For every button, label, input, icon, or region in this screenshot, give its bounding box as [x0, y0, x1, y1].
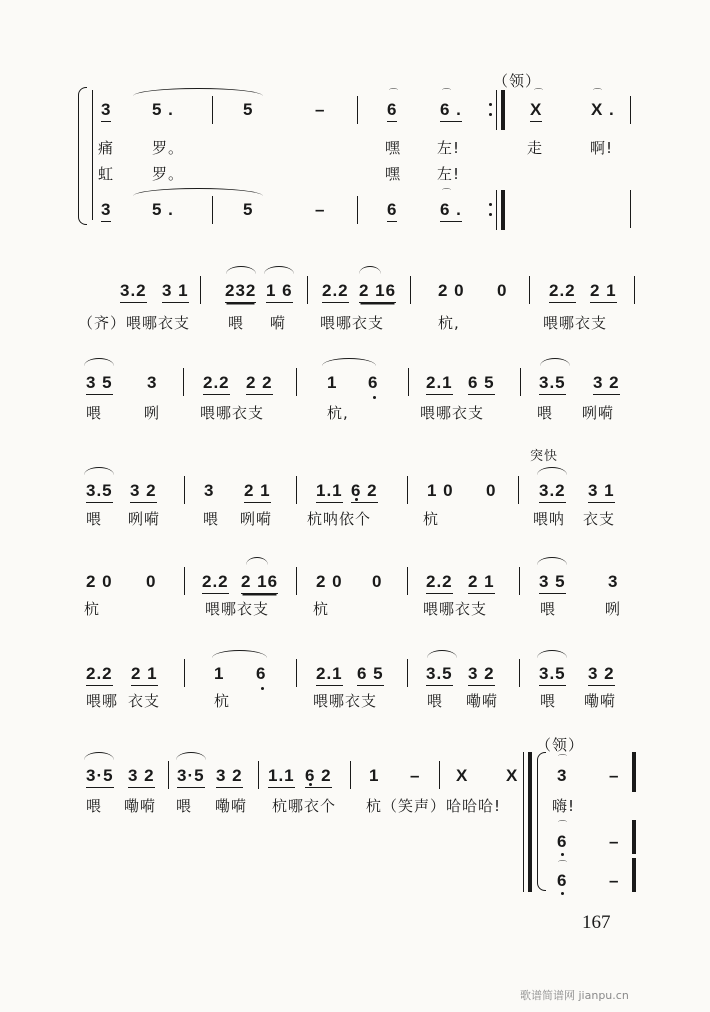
lyric: 嘞嗬: [466, 692, 499, 710]
note: X: [530, 100, 542, 122]
note: 6: [557, 832, 568, 851]
slur: [537, 467, 567, 475]
lyric: 嘞嗬: [215, 797, 248, 815]
lyric: 杭: [214, 692, 231, 710]
note: 3.5: [426, 664, 453, 686]
note: 3: [101, 100, 111, 122]
low-octave-dot: [373, 396, 376, 399]
note: 5 .: [152, 100, 174, 119]
note: 2 0: [438, 281, 465, 300]
note: 2.1: [426, 373, 453, 395]
note: 3 2: [128, 766, 155, 788]
lyric: 喂: [203, 510, 220, 528]
note: 2 0: [86, 572, 113, 591]
note: 0: [497, 281, 508, 300]
low-octave-dot: [561, 892, 564, 895]
note: 2 16: [359, 281, 396, 303]
note: X: [506, 766, 519, 785]
fermata-icon: ⌒: [558, 821, 568, 831]
note: 3.2: [120, 281, 147, 303]
lyric: 罗。: [152, 139, 185, 157]
note: 3: [204, 481, 215, 500]
lyric: 喂: [176, 797, 193, 815]
barline: [496, 190, 497, 230]
note: 3: [557, 766, 568, 785]
system-bracket: [537, 752, 546, 853]
slur: [322, 358, 376, 366]
lyric: 喂哪衣支: [313, 692, 378, 710]
barline: [258, 761, 259, 789]
system-bracket-bottom: [78, 199, 87, 225]
note: 6 2: [351, 481, 378, 503]
barline: [307, 276, 308, 304]
lyric: 嘿: [385, 139, 402, 157]
note: X: [456, 766, 469, 785]
lyric: 左!: [437, 165, 461, 183]
note: –: [410, 766, 421, 785]
note: 5 .: [152, 200, 174, 219]
slur: [537, 650, 567, 658]
note: 2.2: [203, 373, 230, 395]
double-barline: [501, 190, 505, 230]
fermata-icon: ⌒: [442, 189, 452, 199]
barline: [183, 368, 184, 396]
lyric: 嘞嗬: [584, 692, 617, 710]
lyric: 喂哪衣支: [205, 600, 270, 618]
system-bracket-bottom: [537, 852, 546, 891]
slur: [359, 266, 381, 274]
note: 1: [369, 766, 380, 785]
lyric: 嘿: [385, 165, 402, 183]
slur: [133, 188, 263, 196]
note: 6: [387, 200, 397, 222]
note: 3.5: [539, 373, 566, 395]
barline: [407, 567, 408, 595]
note: 3 2: [216, 766, 243, 788]
lyric: （齐）喂哪衣支: [78, 314, 191, 332]
lyric: 嗨!: [552, 797, 576, 815]
low-octave-dot: [261, 687, 264, 690]
lyric: 喂呐: [533, 510, 566, 528]
repeat-dot: [489, 113, 492, 116]
note: 5: [243, 100, 254, 119]
final-barline: [632, 858, 636, 892]
lyric: 嘞嗬: [124, 797, 157, 815]
slur: [226, 266, 256, 274]
note: 6 5: [357, 664, 384, 686]
barline: [439, 761, 440, 789]
system-bracket: [78, 87, 87, 200]
note: 6: [557, 871, 568, 890]
double-barline: [501, 90, 505, 130]
barline: [357, 96, 358, 124]
repeat-dot: [489, 203, 492, 206]
note: 0: [486, 481, 497, 500]
lyric: 杭: [84, 600, 101, 618]
note: 2.2: [322, 281, 349, 303]
lyric: 咧嗬: [128, 510, 161, 528]
barline: [350, 761, 351, 789]
note: 3 2: [130, 481, 157, 503]
repeat-dot: [489, 103, 492, 106]
note: 0: [372, 572, 383, 591]
barline: [296, 567, 297, 595]
note: 0: [146, 572, 157, 591]
barline: [296, 659, 297, 687]
lyric: 杭,: [438, 314, 460, 332]
barline: [184, 476, 185, 504]
barline: [630, 190, 631, 228]
note: 3 2: [468, 664, 495, 686]
note: –: [315, 200, 326, 219]
barline: [519, 567, 520, 595]
slur: [84, 752, 114, 760]
lyric: 喂: [228, 314, 245, 332]
note: 2 16: [241, 572, 278, 594]
low-octave-dot: [561, 853, 564, 856]
note: 2.2: [86, 664, 113, 686]
note: 2.2: [426, 572, 453, 594]
lyric: 杭: [423, 510, 440, 528]
lyric: 咧嗬: [582, 404, 615, 422]
slur: [133, 88, 263, 96]
watermark: 歌谱简谱网 jianpu.cn: [520, 989, 629, 1002]
note: 5: [243, 200, 254, 219]
lyric: 啊!: [590, 139, 614, 157]
note: 1 0: [427, 481, 454, 500]
lyric: 喂: [540, 692, 557, 710]
lyric: 喂: [540, 600, 557, 618]
barline: [407, 476, 408, 504]
barline: [408, 368, 409, 396]
lyric: 杭: [313, 600, 330, 618]
note: 3 2: [588, 664, 615, 686]
lyric: 喂哪衣支: [420, 404, 485, 422]
lyric: 杭（笑声）哈哈哈!: [366, 797, 502, 815]
note: 2 1: [590, 281, 617, 303]
note: 6 .: [440, 200, 462, 222]
barline: [212, 96, 213, 124]
note: 6: [368, 373, 379, 392]
slur: [246, 557, 268, 565]
note: 3·5: [86, 766, 114, 788]
lyric: 杭哪衣个: [272, 797, 337, 815]
page-number: 167: [582, 912, 611, 933]
note: X .: [591, 100, 615, 119]
barline: [92, 90, 93, 220]
note: 6 .: [440, 100, 462, 122]
slur: [427, 650, 457, 658]
slur: [212, 650, 267, 658]
lyric: 喂: [86, 404, 103, 422]
note: 2.1: [316, 664, 343, 686]
barline: [296, 368, 297, 396]
barline: [630, 96, 631, 124]
lyric: 咧: [605, 600, 622, 618]
note: 2 0: [316, 572, 343, 591]
note: 1.1: [316, 481, 343, 503]
barline: [634, 276, 635, 304]
lyric: 杭,: [327, 404, 349, 422]
lead-label: （领）: [493, 72, 542, 90]
note: 2 1: [468, 572, 495, 594]
note: 2.2: [202, 572, 229, 594]
fermata-icon: ⌒: [389, 89, 399, 99]
double-barline: [528, 752, 532, 892]
slur: [540, 358, 570, 366]
barline: [523, 752, 524, 892]
note: 2.2: [549, 281, 576, 303]
note: 6 5: [468, 373, 495, 395]
note: –: [609, 832, 620, 851]
note: 1.1: [268, 766, 295, 788]
lyric: 咧嗬: [240, 510, 273, 528]
barline: [212, 196, 213, 224]
barline: [357, 196, 358, 224]
barline: [518, 476, 519, 504]
lyric: 喂: [537, 404, 554, 422]
lyric: 罗。: [152, 165, 185, 183]
note: 3: [101, 200, 111, 222]
note: 3 1: [162, 281, 189, 303]
final-barline: [632, 820, 636, 854]
slur: [84, 358, 114, 366]
tempo-marking: 突快: [530, 449, 559, 464]
barline: [529, 276, 530, 304]
lyric: 喂哪衣支: [200, 404, 265, 422]
barline: [184, 659, 185, 687]
note: 6: [256, 664, 267, 683]
slur: [264, 266, 294, 274]
fermata-icon: ⌒: [558, 861, 568, 871]
fermata-icon: ⌒: [442, 89, 452, 99]
lyric: 痛: [98, 139, 115, 157]
note: 2 2: [246, 373, 273, 395]
note: 3 2: [593, 373, 620, 395]
lyric: 喂哪衣支: [320, 314, 385, 332]
lyric: 衣支: [583, 510, 616, 528]
barline: [410, 276, 411, 304]
note: 6: [387, 100, 397, 122]
barline: [296, 476, 297, 504]
barline: [184, 567, 185, 595]
lyric: 喂: [86, 797, 103, 815]
note: 2 1: [244, 481, 271, 503]
note: 3.5: [86, 481, 113, 503]
note: 3.5: [539, 664, 566, 686]
final-barline: [632, 752, 636, 792]
lead-label: （领）: [536, 736, 585, 754]
slur: [176, 752, 206, 760]
fermata-icon: ⌒: [593, 89, 603, 99]
note: 3 5: [539, 572, 566, 594]
note: 1 6: [266, 281, 293, 303]
lyric: 虹: [98, 165, 115, 183]
note: 3: [147, 373, 158, 392]
barline: [200, 276, 201, 304]
lyric: 走: [527, 139, 544, 157]
note: 2 1: [131, 664, 158, 686]
note: 3 1: [588, 481, 615, 503]
lyric: 喂: [427, 692, 444, 710]
lyric: 衣支: [128, 692, 161, 710]
barline: [168, 761, 169, 789]
repeat-dot: [489, 213, 492, 216]
note: 3.2: [539, 481, 566, 503]
lyric: 喂哪衣支: [543, 314, 608, 332]
lyric: 喂: [86, 510, 103, 528]
note: 3 5: [86, 373, 113, 395]
barline: [407, 659, 408, 687]
slur: [84, 467, 114, 475]
note: 232: [225, 281, 256, 303]
fermata-icon: ⌒: [558, 755, 568, 765]
note: –: [315, 100, 326, 119]
note: 3: [608, 572, 619, 591]
barline: [496, 90, 497, 130]
note: 1: [327, 373, 338, 392]
barline: [520, 368, 521, 396]
lyric: 喂哪: [86, 692, 119, 710]
barline: [519, 659, 520, 687]
lyric: 左!: [437, 139, 461, 157]
note: 6 2: [305, 766, 332, 788]
lyric: 喂哪衣支: [423, 600, 488, 618]
lyric: 杭呐依个: [307, 510, 372, 528]
note: 3·5: [177, 766, 205, 788]
note: –: [609, 766, 620, 785]
note: –: [609, 871, 620, 890]
lyric: 咧: [144, 404, 161, 422]
slur: [537, 557, 567, 565]
note: 1: [214, 664, 225, 683]
fermata-icon: ⌒: [534, 89, 544, 99]
lyric: 嗬: [270, 314, 287, 332]
